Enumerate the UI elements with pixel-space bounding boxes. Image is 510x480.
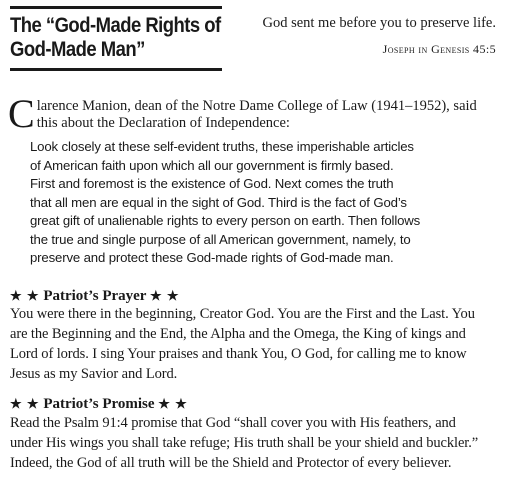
page-title [10, 6, 222, 71]
prayer-line: Jesus as my Savior and Lord. [10, 366, 178, 382]
promise-line: Read the Psalm 91:4 promise that God “shall cover you with His feathers, and [10, 415, 456, 431]
star-icon: ★ ★ [158, 396, 188, 411]
star-icon: ★ ★ [10, 288, 40, 303]
drop-cap: C [8, 91, 35, 136]
block-quote [30, 138, 500, 268]
prayer-line: You were there in the beginning, Creator God. You are the First and the Last. You [10, 306, 475, 322]
prayer-line: Lord of lords. I sing Your praises and thank You, O God, for calling me to know [10, 346, 467, 362]
epigraph [262, 14, 496, 58]
quote-line: that all men are equal in the sight of God. Third is the fact of God’s [30, 194, 407, 210]
promise-line: Indeed, the God of all truth will be the Shield and Protector of every believer. [10, 455, 452, 471]
intro-line: this about the Declaration of Independence: [36, 115, 290, 131]
promise-line: under His wings you shall take refuge; His truth shall be your shield and buckler.” [10, 435, 479, 451]
quote-line: great gift of unalienable rights to every person on earth. Then follows [30, 213, 421, 228]
quote-line: preserve and protect these God-made rights of God-made man. [30, 250, 394, 265]
prayer-text [10, 304, 505, 384]
promise-heading [10, 395, 188, 413]
prayer-heading-label: Patriot’s Prayer [43, 288, 147, 304]
star-icon: ★ ★ [10, 396, 40, 411]
prayer-line: are the Beginning and the End, the Alpha and the Omega, the King of kings and [10, 326, 466, 342]
quote-line: the true and single purpose of all American government, namely, to [30, 231, 411, 247]
star-icon: ★ ★ [149, 288, 180, 303]
prayer-heading [10, 287, 180, 305]
quote-line: of American faith upon which all our government is firmly based. [30, 157, 394, 173]
epigraph-quote: God sent me before you to preserve life. [262, 15, 496, 31]
promise-heading-label: Patriot’s Promise [43, 396, 155, 412]
intro-paragraph [8, 91, 500, 136]
promise-text [10, 413, 505, 473]
title-line-1: The “God-Made Rights of [10, 14, 221, 37]
quote-line: First and foremost is the existence of God. Next comes the truth [30, 176, 394, 191]
quote-line: Look closely at these self-evident truths, these imperishable articles [30, 139, 414, 154]
epigraph-source: Joseph in Genesis 45:5 [382, 42, 496, 56]
title-line-2: God-Made Man” [10, 38, 145, 61]
intro-line: larence Manion, dean of the Notre Dame College of Law (1941–1952), said [36, 98, 477, 114]
